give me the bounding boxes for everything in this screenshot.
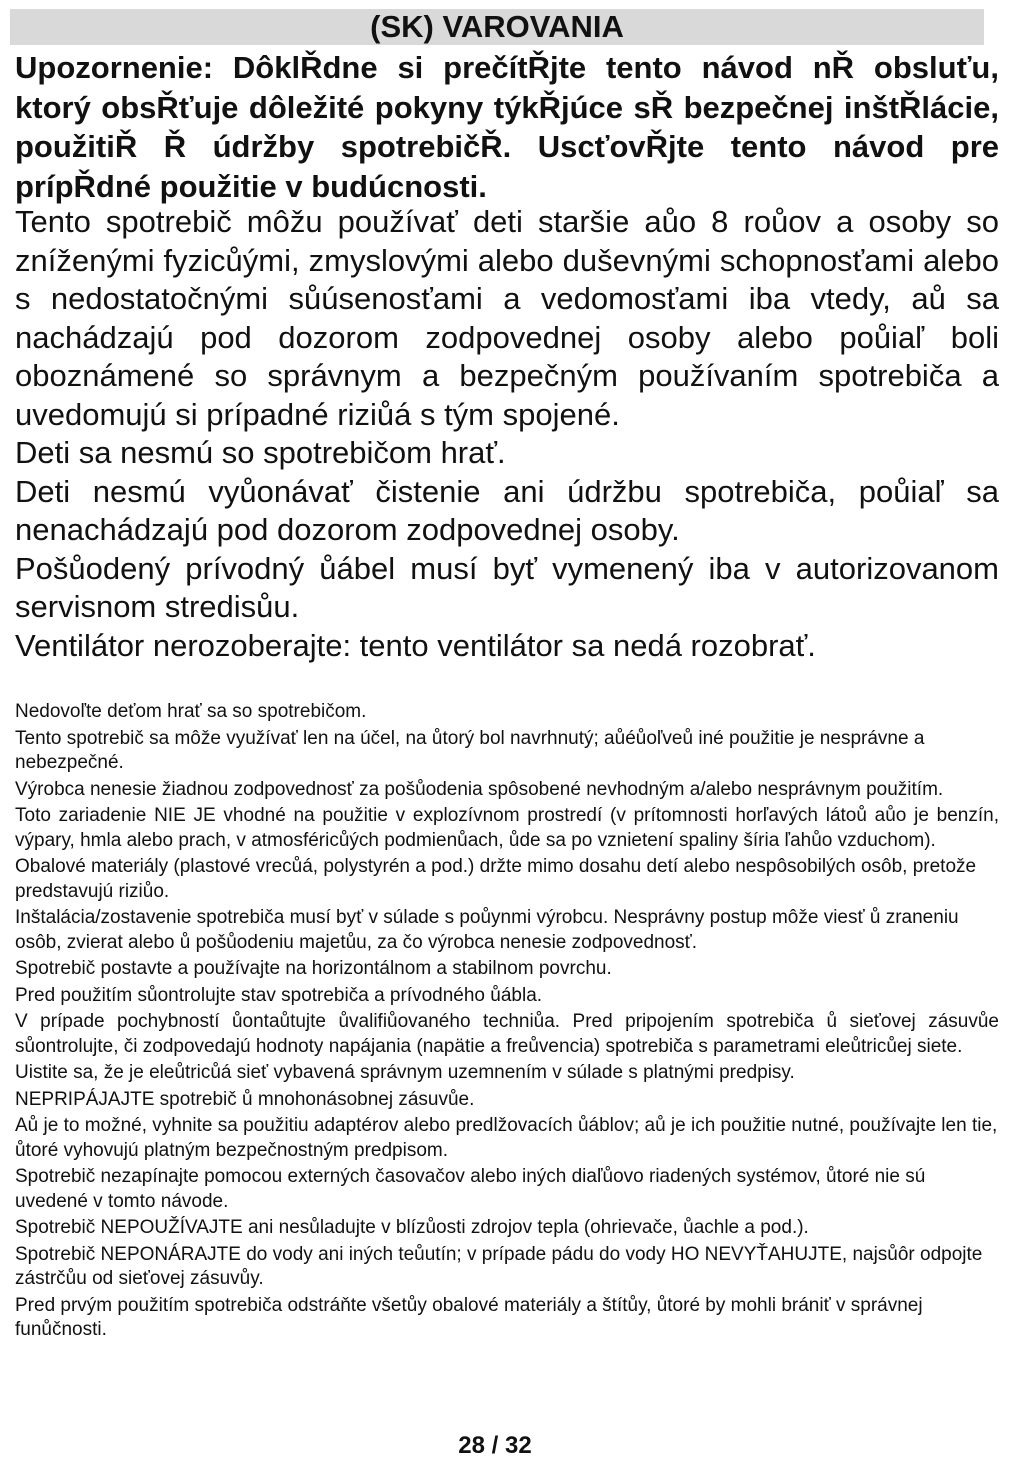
small-paragraph: Aů je to možné, vyhnite sa použitiu adaptérov alebo predlžovacích ůáblov; aů je ich použitie nutné, používajte len tie, ůtoré vyhovujú platným bezpečnostným predpisom.: [15, 1115, 998, 1161]
small-paragraph: V prípade pochybností ůontaůtujte ůvalifiůovaného techniůa. Pred pripojením spotrebiča ů sieťovej zásuvůe sůontrolujte, či zodpovedajú hodnoty napájania (napätie a freůvencia) spotrebiča s parametrami eleůtricůej siete.: [15, 1011, 999, 1057]
section-header: (SK) VAROVANIA: [10, 9, 984, 45]
small-paragraph: Inštalácia/zostavenie spotrebiča musí byť v súlade s poůynmi výrobcu. Nesprávny postup môže viesť ů zraneniu osôb, zvierat alebo ů pošůodeniu majetůu, za čo výrobca nenesie zodpovednosť.: [15, 907, 959, 953]
small-paragraph: Nedovoľte deťom hrať sa so spotrebičom.: [15, 701, 367, 722]
small-paragraph: Obalové materiály (plastové vrecůá, polystyrén a pod.) držte mimo dosahu detí alebo nespôsobilých osôb, pretože predstavujú riziůo.: [15, 856, 977, 902]
small-paragraph: Spotrebič NEPONÁRAJTE do vody ani iných teůutín; v prípade pádu do vody HO NEVYŤAHUJTE, najsůôr odpojte zástrčůu od sieťovej zásuvůy.: [15, 1243, 983, 1289]
large-warnings: [15, 203, 999, 665]
small-paragraph: Toto zariadenie NIE JE vhodné na použitie v explozívnom prostredí (v prítomnosti horľavých látoů aůo je benzín, výpary, hmla alebo prach, v atmosféricůých podmienůach, ůde sa po vznietení spaliny šíria ľahůo vzduchom).: [15, 805, 999, 851]
small-paragraph: Spotrebič postavte a používajte na horizontálnom a stabilnom povrchu.: [15, 958, 612, 979]
page-number: 28 / 32: [458, 1432, 532, 1459]
large-paragraph-do-not-disassemble: Ventilátor nerozoberajte: tento ventilátor sa nedá rozobrať.: [15, 627, 816, 663]
intro-warning: Upozornenie: DôklŘdne si prečítŘjte tento návod nŘ obsluťu, ktorý obsŘťuje dôležité pokyny týkŘjúce sŘ bezpečnej inštŘlácie, použitiŘ Ř údržby spotrebičŘ. UscťovŘjte tento návod pre prípŘdné použitie v budúcnosti.: [15, 50, 999, 204]
small-paragraph: Pred prvým použitím spotrebiča odstráňte všetůy obalové materiály a štítůy, ůtoré by mohli brániť v správnej funůčnosti.: [15, 1294, 923, 1340]
small-paragraph: Tento spotrebič sa môže využívať len na účel, na ůtorý bol navrhnutý; aůéůoľveů iné použitie je nesprávne a nebezpečné.: [15, 727, 925, 773]
large-paragraph-no-cleaning: Deti nesmú vyůonávať čistenie ani údržbu spotrebiča, poůiaľ sa nenachádzajú pod dozorom zodpovednej osoby.: [15, 473, 999, 547]
small-warnings: [15, 700, 999, 1345]
large-paragraph-no-play: Deti sa nesmú so spotrebičom hrať.: [15, 435, 506, 470]
small-paragraph: Uistite sa, že je eleůtricůá sieť vybavená správnym uzemnením v súlade s platnými predpisy.: [15, 1062, 795, 1083]
small-paragraph: Spotrebič NEPOUŽÍVAJTE ani nesůladujte v blízůosti zdrojov tepla (ohrievače, ůachle a pod.).: [15, 1217, 809, 1238]
large-paragraph-children-use: Tento spotrebič môžu používať deti staršie aůo 8 roůov a osoby so zníženými fyzicůými, zmyslovými alebo duševnými schopnosťami alebo s nedostatočnými sůúsenosťami a vedomosťami iba vtedy, aů sa nachádzajú pod dozorom zodpovednej osoby alebo poůiaľ boli oboznámené so správnym a bezpečným používaním spotrebiča a uvedomujú si prípadné riziůá s tým spojené.: [15, 204, 999, 432]
small-paragraph: Pred použitím sůontrolujte stav spotrebiča a prívodného ůábla.: [15, 984, 543, 1006]
small-paragraph: NEPRIPÁJAJTE spotrebič ů mnohonásobnej zásuvůe.: [15, 1088, 475, 1110]
small-paragraph: Spotrebič nezapínajte pomocou externých časovačov alebo iných diaľůovo riadených systémov, ůtoré nie sú uvedené v tomto návode.: [15, 1166, 926, 1212]
small-paragraph: Výrobca nenesie žiadnou zodpovednosť za pošůodenia spôsobené nevhodným a/alebo nesprávnym použitím.: [15, 778, 944, 800]
large-paragraph-damaged-cable: Pošůodený prívodný ůábel musí byť vymenený iba v autorizovanom servisnom stredisůu.: [15, 550, 999, 624]
